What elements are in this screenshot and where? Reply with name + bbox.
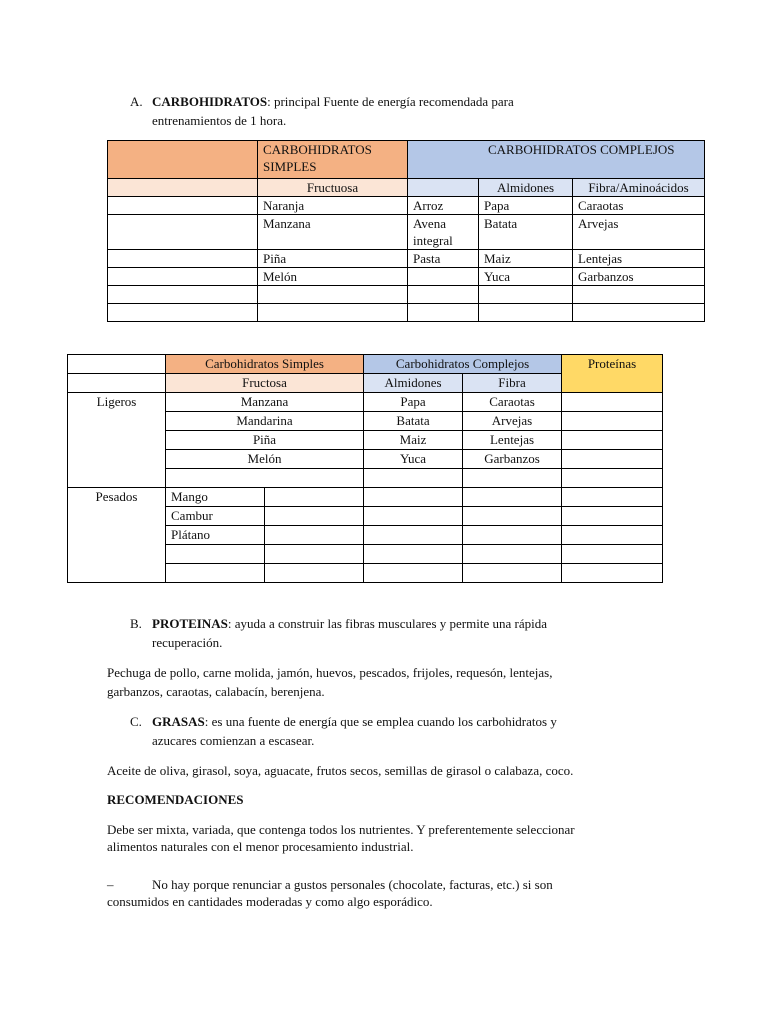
table-cell bbox=[463, 488, 562, 507]
recomendaciones-title bbox=[107, 790, 244, 809]
section-c-title: GRASAS bbox=[152, 714, 205, 729]
section-c-text: : es una fuente de energía que se emplea cuando los carbohidratos y bbox=[204, 714, 557, 729]
table2-header-complex: Carbohidratos Complejos bbox=[364, 355, 562, 374]
table-row bbox=[108, 250, 705, 268]
table-cell bbox=[562, 507, 663, 526]
table-cell: Maiz bbox=[479, 250, 573, 268]
table1-sub-fructuosa: Fructuosa bbox=[258, 179, 408, 197]
table-cell: Manzana bbox=[166, 393, 364, 412]
table-cell bbox=[265, 488, 364, 507]
table2-sub-fructosa: Fructosa bbox=[166, 374, 364, 393]
table1-sub-blank-2 bbox=[408, 179, 479, 197]
recomendaciones-p2-line1: No hay porque renunciar a gustos personales (chocolate, facturas, etc.) si son bbox=[152, 877, 553, 892]
table1-header-simple bbox=[258, 141, 408, 179]
recomendaciones-p1-line1: Debe ser mixta, variada, que contenga todos los nutrientes. Y preferentemente seleccionar bbox=[107, 822, 575, 837]
table-cell bbox=[562, 469, 663, 488]
table-cell bbox=[562, 526, 663, 545]
table1-corner bbox=[108, 141, 258, 179]
table2-header-proteinas: Proteínas bbox=[562, 355, 663, 393]
table-cell bbox=[166, 545, 265, 564]
table-cell: Yuca bbox=[364, 450, 463, 469]
recomendaciones-p2-line2: consumidos en cantidades moderadas y como algo esporádico. bbox=[107, 894, 433, 909]
table-cell bbox=[562, 450, 663, 469]
table-cell bbox=[463, 526, 562, 545]
section-c-heading bbox=[152, 712, 557, 731]
table-row bbox=[108, 286, 705, 304]
table-cell bbox=[364, 526, 463, 545]
table-cell: Batata bbox=[364, 412, 463, 431]
table-cell: Caraotas bbox=[463, 393, 562, 412]
table2-sub-blank bbox=[68, 374, 166, 393]
dash-bullet: – bbox=[107, 877, 114, 892]
table-cell: Arvejas bbox=[463, 412, 562, 431]
table-cell: Maiz bbox=[364, 431, 463, 450]
table-row bbox=[108, 197, 705, 215]
table-cell bbox=[562, 431, 663, 450]
section-a-letter: A. bbox=[130, 94, 143, 109]
table-row bbox=[108, 304, 705, 322]
table-cell bbox=[408, 304, 479, 322]
table-cell: Manzana bbox=[258, 215, 408, 250]
section-a-title: CARBOHIDRATOS bbox=[152, 94, 268, 109]
section-b-heading bbox=[152, 614, 547, 633]
table2-pesados-label: Pesados bbox=[68, 488, 166, 583]
table-cell bbox=[408, 286, 479, 304]
table-cell bbox=[364, 488, 463, 507]
table-row bbox=[68, 488, 663, 507]
table-cell bbox=[265, 526, 364, 545]
table1-header-complex: CARBOHIDRATOS COMPLEJOS bbox=[408, 141, 705, 179]
table-cell bbox=[265, 507, 364, 526]
table-cell: Batata bbox=[479, 215, 573, 250]
table-cell: Naranja bbox=[258, 197, 408, 215]
table-cell: Lentejas bbox=[573, 250, 705, 268]
table-cell bbox=[562, 412, 663, 431]
table-cell: Pasta bbox=[408, 250, 479, 268]
table-cell: Yuca bbox=[479, 268, 573, 286]
section-c-letter: C. bbox=[130, 714, 142, 729]
table-row bbox=[68, 393, 663, 412]
table-cell: Garbanzos bbox=[463, 450, 562, 469]
table-cell bbox=[364, 469, 463, 488]
table-cell bbox=[258, 304, 408, 322]
table1-sub-fibra: Fibra/Aminoácidos bbox=[573, 179, 705, 197]
recomendaciones-title-text: RECOMENDACIONES bbox=[107, 792, 244, 807]
table-cell bbox=[562, 564, 663, 583]
table-cell bbox=[479, 304, 573, 322]
table-cell: Caraotas bbox=[573, 197, 705, 215]
carbohidratos-table bbox=[107, 140, 705, 322]
grasas-list: Aceite de oliva, girasol, soya, aguacate, frutos secos, semillas de girasol o calabaza, coco. bbox=[107, 763, 574, 778]
section-a-heading bbox=[152, 92, 514, 111]
table-cell bbox=[108, 215, 258, 250]
table-cell bbox=[166, 469, 364, 488]
table-cell: Plátano bbox=[166, 526, 265, 545]
table-cell bbox=[265, 545, 364, 564]
table-cell: Piña bbox=[258, 250, 408, 268]
table2-corner bbox=[68, 355, 166, 374]
table2-sub-fibra: Fibra bbox=[463, 374, 562, 393]
table-cell bbox=[562, 545, 663, 564]
table1-header-simple-line2: SIMPLES bbox=[263, 159, 317, 174]
table-cell bbox=[108, 304, 258, 322]
section-b-title: PROTEINAS bbox=[152, 616, 228, 631]
table1-sub-almidones: Almidones bbox=[479, 179, 573, 197]
table-cell bbox=[364, 545, 463, 564]
table-cell bbox=[108, 268, 258, 286]
section-c-text-2: azucares comienzan a escasear. bbox=[152, 733, 315, 748]
table-cell bbox=[364, 564, 463, 583]
table-cell bbox=[364, 507, 463, 526]
table-cell bbox=[108, 286, 258, 304]
table-cell bbox=[562, 393, 663, 412]
table-cell bbox=[463, 564, 562, 583]
table-cell: Arroz bbox=[408, 197, 479, 215]
table-cell bbox=[463, 507, 562, 526]
table-cell bbox=[479, 286, 573, 304]
section-b-letter: B. bbox=[130, 616, 142, 631]
table-cell: Cambur bbox=[166, 507, 265, 526]
table-cell: Papa bbox=[479, 197, 573, 215]
table-cell bbox=[573, 286, 705, 304]
table-cell bbox=[108, 197, 258, 215]
alimentos-table bbox=[67, 354, 663, 583]
table-cell: Lentejas bbox=[463, 431, 562, 450]
table-cell bbox=[463, 469, 562, 488]
table2-ligeros-label: Ligeros bbox=[68, 393, 166, 488]
table1-header-simple-line1: CARBOHIDRATOS bbox=[263, 142, 372, 157]
recomendaciones-p1-line2: alimentos naturales con el menor procesamiento industrial. bbox=[107, 839, 414, 854]
table1-sub-blank bbox=[108, 179, 258, 197]
table-cell: Avena integral bbox=[408, 215, 479, 250]
table-cell: Melón bbox=[258, 268, 408, 286]
proteinas-list-2: garbanzos, caraotas, calabacín, berenjena. bbox=[107, 684, 325, 699]
table-cell bbox=[166, 564, 265, 583]
table-cell bbox=[265, 564, 364, 583]
table-row bbox=[108, 215, 705, 250]
section-b-text: : ayuda a construir las fibras musculares y permite una rápida bbox=[227, 616, 547, 631]
section-a-text-2: entrenamientos de 1 hora. bbox=[152, 113, 287, 128]
table-cell bbox=[108, 250, 258, 268]
table-cell bbox=[573, 304, 705, 322]
proteinas-list-1: Pechuga de pollo, carne molida, jamón, huevos, pescados, frijoles, requesón, lentejas, bbox=[107, 665, 553, 680]
table-cell bbox=[258, 286, 408, 304]
table-cell: Arvejas bbox=[573, 215, 705, 250]
table-cell: Mandarina bbox=[166, 412, 364, 431]
table-cell: Papa bbox=[364, 393, 463, 412]
table-cell bbox=[562, 488, 663, 507]
table-cell: Mango bbox=[166, 488, 265, 507]
table-cell: Garbanzos bbox=[573, 268, 705, 286]
section-b-text-2: recuperación. bbox=[152, 635, 223, 650]
table-cell: Piña bbox=[166, 431, 364, 450]
table-row bbox=[108, 268, 705, 286]
table2-header-simple: Carbohidratos Simples bbox=[166, 355, 364, 374]
table2-sub-almidones: Almidones bbox=[364, 374, 463, 393]
table-cell bbox=[408, 268, 479, 286]
table-cell: Melón bbox=[166, 450, 364, 469]
table-cell bbox=[463, 545, 562, 564]
section-a-text: : principal Fuente de energía recomendada para bbox=[267, 94, 514, 109]
